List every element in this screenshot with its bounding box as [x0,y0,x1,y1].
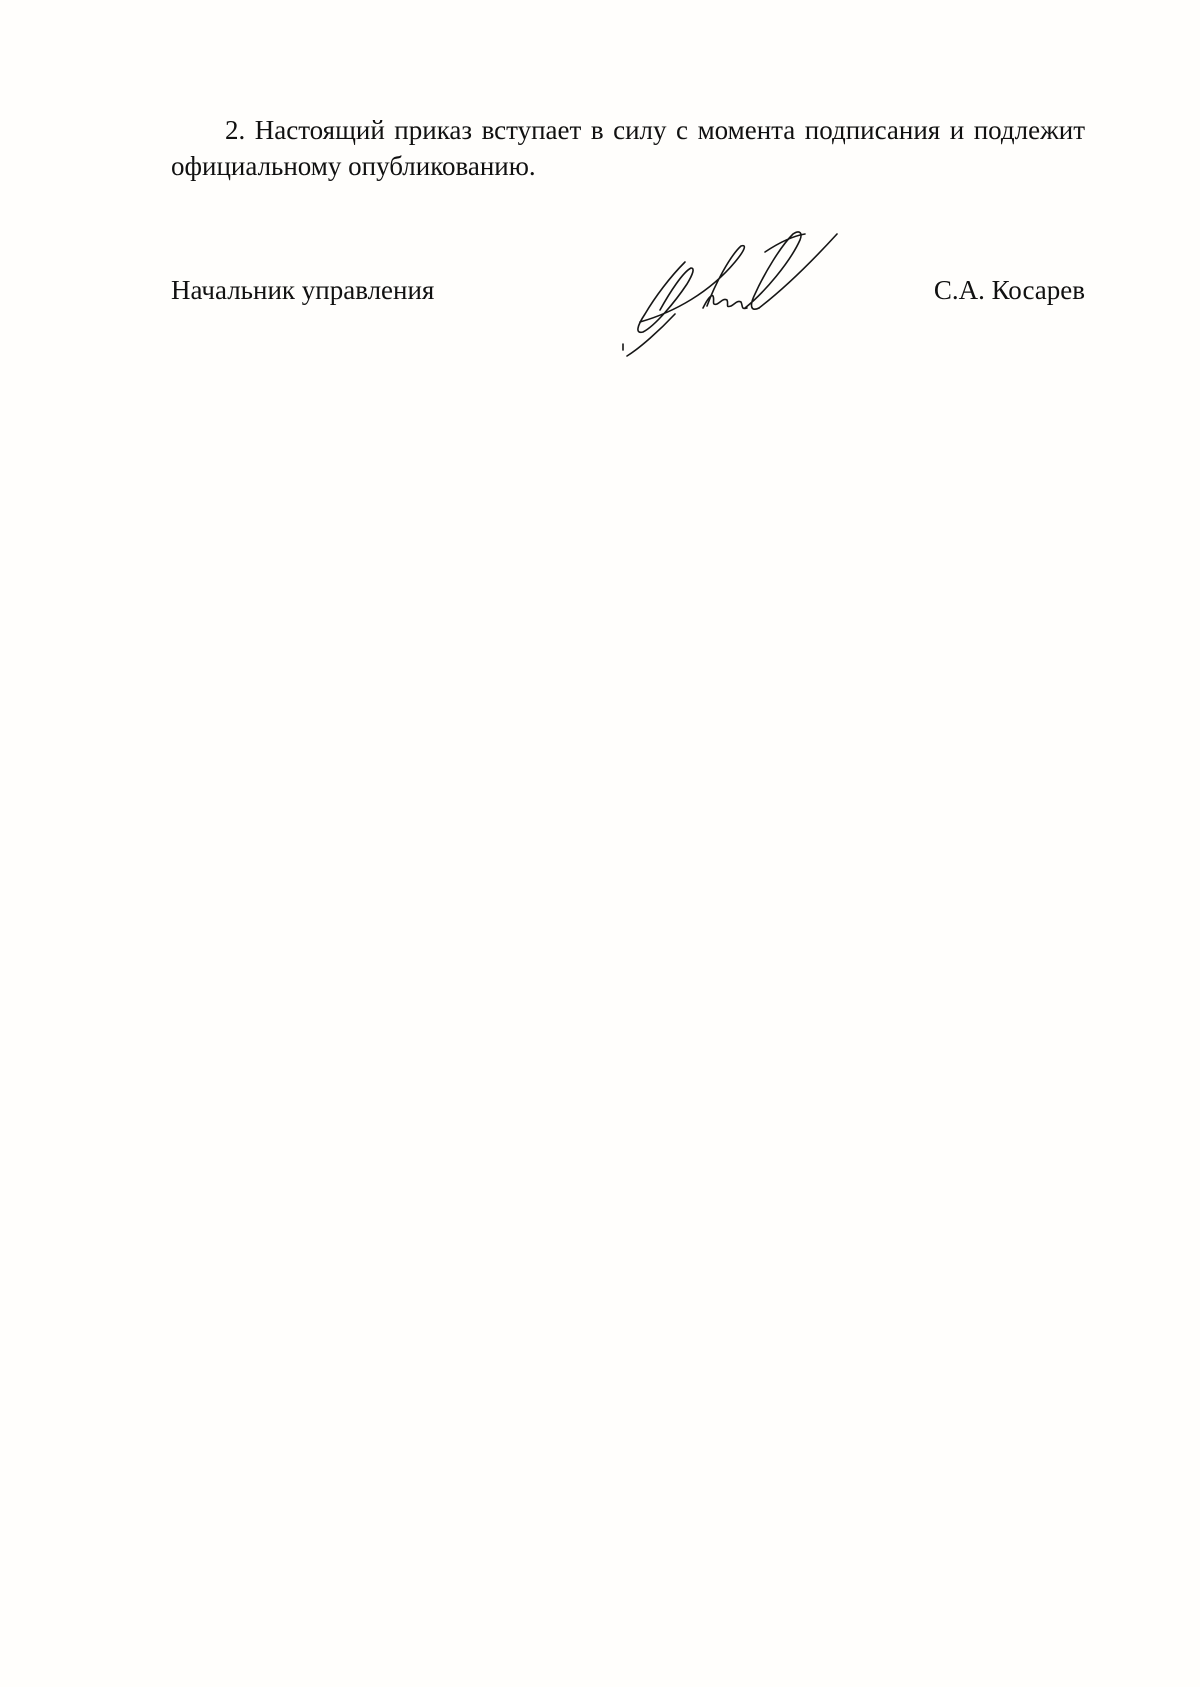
signature-stroke [640,246,744,322]
signature-stroke [627,314,675,356]
signatory-position: Начальник управления [171,275,435,305]
signature-stroke [703,296,747,309]
handwritten-signature [615,222,875,362]
order-paragraph-2: 2. Настоящий приказ вступает в силу с момента подписания и подлежит официальному опубликованию. [171,115,1085,181]
signatory-name: С.А. Косарев [933,275,1085,305]
signature-stroke [638,262,693,332]
